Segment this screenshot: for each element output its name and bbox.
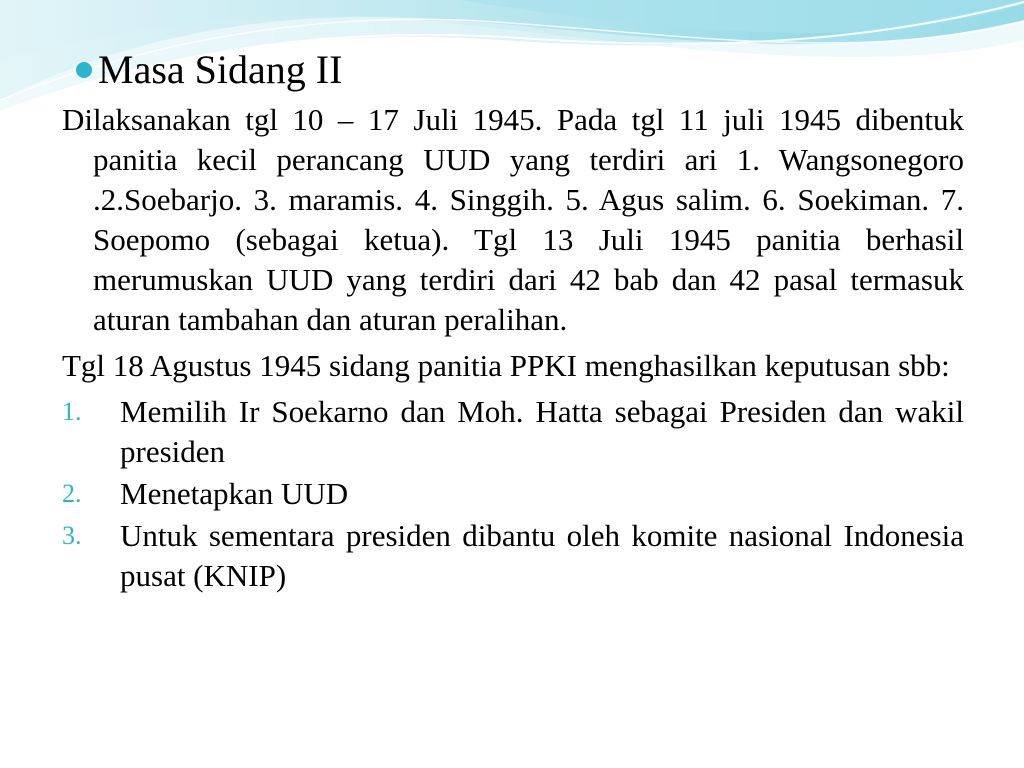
list-number: 1. xyxy=(62,397,82,426)
bullet-dot-icon xyxy=(76,62,92,78)
list-number: 2. xyxy=(62,479,82,508)
list-item xyxy=(62,474,964,514)
list-item xyxy=(62,516,964,596)
list-item-text: Untuk sementara presiden dibantu oleh komite nasional Indonesia pusat (KNIP) xyxy=(120,518,964,593)
list-item xyxy=(62,392,964,472)
paragraph-sidang-details: Dilaksanakan tgl 10 – 17 Juli 1945. Pada tgl 11 juli 1945 dibentuk panitia kecil perancang UUD yang terdiri ari 1. Wangsonegoro .2.Soebarjo. 3. maramis. 4. Singgih. 5. Agus salim. 6. Soekiman. 7. Soepomo (sebagai ketua). Tgl 13 Juli 1945 panitia berhasil merumuskan UUD yang terdiri dari 42 bab dan 42 pasal termasuk aturan tambahan dan aturan peralihan. xyxy=(62,102,964,337)
list-number: 3. xyxy=(62,521,82,550)
slide-title: Masa Sidang II xyxy=(98,47,343,92)
slide-content xyxy=(62,44,964,598)
list-item-text: Memilih Ir Soekarno dan Moh. Hatta sebagai Presiden dan wakil presiden xyxy=(120,394,964,469)
decision-list xyxy=(62,392,964,596)
slide-title-row xyxy=(62,44,964,100)
paragraph-ppki-decision: Tgl 18 Agustus 1945 sidang panitia PPKI menghasilkan keputusan sbb: xyxy=(62,348,950,383)
list-item-text: Menetapkan UUD xyxy=(120,476,349,511)
